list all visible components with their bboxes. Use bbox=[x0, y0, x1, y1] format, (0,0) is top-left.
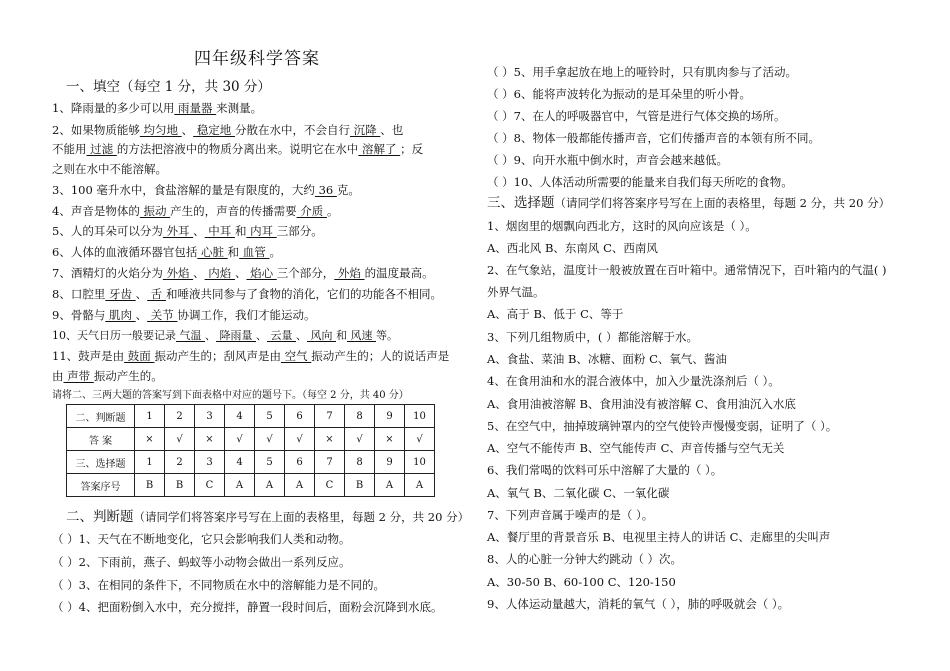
table-cell: 6 bbox=[285, 451, 315, 474]
fill-line: 之则在水中不能溶解。 bbox=[52, 162, 167, 176]
choice-option: A、食盐、菜油 B、冰糖、面粉 C、氧气、酱油 bbox=[487, 352, 727, 366]
table-cell: 3 bbox=[195, 405, 225, 428]
row-label: 二、判断题 bbox=[67, 405, 135, 428]
fill-line: 2、如果物质能够 均匀地 、 稳定地 分散在水中，不会自行 沉降 、也 bbox=[52, 123, 404, 137]
judge-item: （ ）6、能将声波转化为振动的是耳朵里的听小骨。 bbox=[487, 87, 751, 101]
table-cell: √ bbox=[345, 428, 375, 451]
fill-line: 5、人的耳朵可以分为 外耳 、 中耳 和 内耳 三部分。 bbox=[52, 224, 323, 238]
table-cell: 6 bbox=[285, 405, 315, 428]
choice-line: 6、我们常喝的饮料可乐中溶解了大量的（ ）。 bbox=[487, 463, 723, 477]
table-cell: 7 bbox=[315, 405, 345, 428]
table-cell: 7 bbox=[315, 451, 345, 474]
table-cell: 5 bbox=[255, 451, 285, 474]
judge-item: （ ）4、把面粉倒入水中，充分搅拌，静置一段时间后，面粉会沉降到水底。 bbox=[52, 600, 443, 614]
table-cell: 1 bbox=[135, 451, 165, 474]
table-cell: 10 bbox=[405, 451, 435, 474]
fill-line: 10、天气日历一般要记录 气温 、 降雨量 、 云量 、 风向 和 风速 等。 bbox=[52, 329, 398, 342]
fill-line: 4、声音是物体的 振动 产生的，声音的传播需要 介质 。 bbox=[52, 204, 339, 218]
table-cell: 2 bbox=[165, 405, 195, 428]
table-cell: √ bbox=[225, 428, 255, 451]
page-title: 四年级科学答案 bbox=[194, 49, 320, 69]
judge-item: （ ）7、在人的呼吸器官中，气管是进行气体交换的场所。 bbox=[487, 109, 786, 123]
choice-line: 8、人的心脏一分钟大约跳动（ ）次。 bbox=[487, 552, 682, 566]
table-cell: √ bbox=[255, 428, 285, 451]
choice-option: A、西北风 B、东南风 C、西南风 bbox=[487, 241, 658, 255]
table-cell: B bbox=[135, 474, 165, 497]
row-label: 答案序号 bbox=[67, 474, 135, 497]
table-note: 请将二、三两大题的答案写到下面表格中对应的题号下。（每空 2 分，共 40 分） bbox=[52, 390, 409, 401]
choice-line: 外界气温。 bbox=[487, 285, 545, 299]
fill-blank-heading: 一、填空（每空 1 分，共 30 分） bbox=[66, 79, 271, 95]
table-cell: A bbox=[375, 474, 405, 497]
table-cell: × bbox=[195, 428, 225, 451]
table-cell: √ bbox=[285, 428, 315, 451]
table-cell: × bbox=[315, 428, 345, 451]
table-cell: B bbox=[345, 474, 375, 497]
table-cell: 2 bbox=[165, 451, 195, 474]
judge-item: （ ）10、人体活动所需要的能量来自我们每天所吃的食物。 bbox=[487, 175, 793, 189]
table-cell: 4 bbox=[225, 451, 255, 474]
table-cell: × bbox=[375, 428, 405, 451]
table-cell: 8 bbox=[345, 451, 375, 474]
fill-line: 7、酒精灯的火焰分为 外焰 、 内焰 、 焰心 三个部分， 外焰 的温度最高。 bbox=[52, 266, 434, 280]
table-row bbox=[67, 405, 435, 428]
choice-option: A、食用油被溶解 B、食用油没有被溶解 C、食用油沉入水底 bbox=[487, 397, 796, 411]
answer-table bbox=[66, 404, 435, 497]
judge-item: （ ）1、天气在不断地变化，它只会影响我们人类和动物。 bbox=[52, 532, 351, 546]
table-cell: √ bbox=[405, 428, 435, 451]
choice-heading: 三、选择题（请同学们将答案序号写在上面的表格里，每题 2 分，共 20 分） bbox=[487, 195, 891, 211]
judge-item: （ ）2、下雨前，燕子、蚂蚁等小动物会做出一系列反应。 bbox=[52, 555, 351, 569]
judge-item: （ ）9、向开水瓶中倒水时，声音会越来越低。 bbox=[487, 153, 728, 167]
judge-item: （ ）3、在相同的条件下，不同物质在水中的溶解能力是不同的。 bbox=[52, 578, 385, 592]
judge-heading: 二、判断题（请同学们将答案序号写在上面的表格里，每题 2 分，共 20 分） bbox=[66, 509, 470, 525]
fill-line: 9、骨骼与 肌肉 、 关节 协调工作，我们才能运动。 bbox=[52, 308, 316, 322]
table-row bbox=[67, 428, 435, 451]
choice-option: A、空气不能传声 B、空气能传声 C、声音传播与空气无关 bbox=[487, 441, 785, 455]
judge-item: （ ）5、用手拿起放在地上的哑铃时，只有肌肉参与了活动。 bbox=[487, 65, 797, 79]
choice-line: 5、在空气中，抽掉玻璃钟罩内的空气使铃声慢慢变弱，证明了（ ）。 bbox=[487, 419, 838, 433]
table-cell: A bbox=[285, 474, 315, 497]
choice-option: A、氧气 B、二氧化碳 C、一氧化碳 bbox=[487, 486, 670, 500]
table-cell: A bbox=[255, 474, 285, 497]
table-cell: A bbox=[225, 474, 255, 497]
table-cell: 1 bbox=[135, 405, 165, 428]
table-cell: √ bbox=[165, 428, 195, 451]
judge-item: （ ）8、物体一般都能传播声音，它们传播声音的本领有所不同。 bbox=[487, 131, 820, 145]
choice-option: A、高于 B、低于 C、等于 bbox=[487, 307, 624, 321]
fill-line: 3、100 毫升水中，食盐溶解的量是有限度的，大约 36 克。 bbox=[52, 183, 360, 197]
fill-line: 8、口腔里 牙齿 、 舌 和唾液共同参与了食物的消化，它们的功能各不相同。 bbox=[52, 287, 442, 301]
choice-line: 2、在气象站，温度计一般被放置在百叶箱中。通常情况下，百叶箱内的气温( ) bbox=[487, 263, 887, 277]
table-cell: 3 bbox=[195, 451, 225, 474]
fill-line: 1、降雨量的多少可以用 雨量器 来测量。 bbox=[52, 101, 263, 115]
choice-line: 4、在食用油和水的混合液体中，加入少量洗涤剂后（ ）。 bbox=[487, 374, 780, 388]
table-cell: 10 bbox=[405, 405, 435, 428]
table-cell: C bbox=[195, 474, 225, 497]
row-label: 答 案 bbox=[67, 428, 135, 451]
choice-line: 9、人体运动量越大，消耗的氧气（ ），肺的呼吸就会（ ）。 bbox=[487, 597, 790, 611]
choice-option: A、餐厅里的背景音乐 B、电视里主持人的讲话 C、走廊里的尖叫声 bbox=[487, 530, 831, 544]
table-cell: A bbox=[405, 474, 435, 497]
table-cell: × bbox=[135, 428, 165, 451]
fill-line: 6、人体的血液循环器官包括 心脏 和 血管 。 bbox=[52, 245, 281, 259]
fill-line: 11、鼓声是由 鼓面 振动产生的；刮风声是由 空气 振动产生的；人的说话声是 bbox=[52, 349, 450, 363]
choice-line: 7、下列声音属于噪声的是（ ）。 bbox=[487, 508, 654, 522]
fill-line: 由 声带 振动产生的。 bbox=[52, 369, 163, 383]
choice-option: A、30-50 B、60-100 C、120-150 bbox=[487, 575, 676, 589]
table-cell: 9 bbox=[375, 405, 405, 428]
table-row bbox=[67, 474, 435, 497]
table-cell: 5 bbox=[255, 405, 285, 428]
table-cell: 4 bbox=[225, 405, 255, 428]
fill-line: 不能用 过滤 的方法把溶液中的物质分离出来。说明它在水中 溶解了 ；反 bbox=[52, 142, 424, 156]
choice-line: 3、下列几组物质中，( ）都能溶解于水。 bbox=[487, 330, 698, 344]
table-cell: 9 bbox=[375, 451, 405, 474]
table-row bbox=[67, 451, 435, 474]
table-cell: B bbox=[165, 474, 195, 497]
row-label: 三、选择题 bbox=[67, 451, 135, 474]
choice-line: 1、烟囱里的烟飘向西北方，这时的风向应该是（ ）。 bbox=[487, 219, 757, 233]
table-cell: 8 bbox=[345, 405, 375, 428]
table-cell: C bbox=[315, 474, 345, 497]
